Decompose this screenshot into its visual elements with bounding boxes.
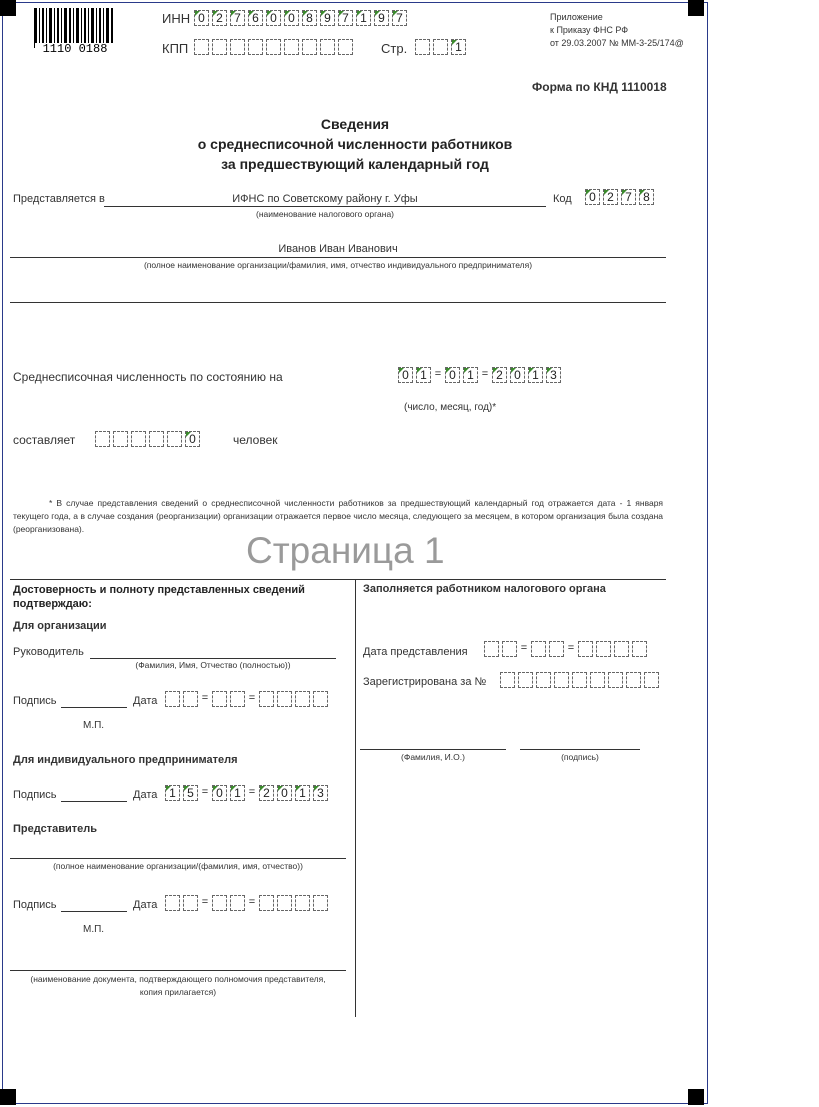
ip-date-cells[interactable] [165, 785, 331, 803]
digit-cell[interactable] [95, 431, 110, 447]
tax-authority-line [104, 206, 546, 207]
footnote: * В случае представления сведений о среднесписочной численности работников за предшествующий календарный год отражается дата - 1 января текущего года, а в случае создания (реорганизации) организации отражается первое число месяца, следующего за месяцем, в котором организация была создана (реорганизована). [13, 498, 663, 534]
digit-cell[interactable] [295, 691, 310, 707]
digit-cell[interactable] [183, 691, 198, 707]
digit-cell[interactable] [572, 672, 587, 688]
title-line-2: о среднесписочной численности работников [197, 136, 513, 152]
digit-cell[interactable] [320, 39, 335, 55]
rep-date-day[interactable] [165, 895, 201, 913]
title-line-1: Сведения [320, 116, 390, 132]
digit-cell[interactable] [230, 39, 245, 55]
digit-cell[interactable] [230, 691, 245, 707]
corner-marker-top-right [688, 0, 704, 16]
ip-date-year[interactable] [259, 785, 331, 803]
digit-cell[interactable]: 5 [183, 785, 198, 801]
doc-caption-line-2: копия прилагается) [139, 987, 217, 997]
inn-cells[interactable] [194, 10, 410, 28]
org-date-cells[interactable] [165, 691, 331, 709]
digit-cell[interactable]: 1 [230, 785, 245, 801]
tax-authority-name[interactable]: ИФНС по Советскому району г. Уфы [232, 193, 418, 205]
digit-cell[interactable]: 2 [259, 785, 274, 801]
digit-cell[interactable]: 9 [320, 10, 335, 26]
date-separator: = [248, 692, 256, 704]
digit-cell[interactable]: 0 [398, 367, 413, 383]
digit-cell[interactable] [259, 691, 274, 707]
right-heading: Заполняется работником налогового органа [363, 583, 606, 595]
digit-cell[interactable] [500, 672, 515, 688]
rep-caption: (полное наименование организации/(фамилия, имя, отчество)) [53, 861, 303, 871]
as-of-label: Среднесписочная численность по состоянию на [13, 370, 283, 384]
digit-cell[interactable] [596, 641, 611, 657]
digit-cell[interactable]: 7 [230, 10, 245, 26]
digit-cell[interactable] [484, 641, 499, 657]
org-name[interactable]: Иванов Иван Иванович [278, 243, 398, 255]
rep-date-cells[interactable] [165, 895, 331, 913]
digit-cell[interactable] [302, 39, 317, 55]
digit-cell[interactable] [259, 895, 274, 911]
ip-date-label: Дата [133, 789, 158, 801]
org-date-day[interactable] [165, 691, 201, 709]
page-watermark: Страница 1 [246, 530, 445, 571]
digit-cell[interactable]: 2 [212, 10, 227, 26]
confirm-line-1: Достоверность и полноту представленных сведений [13, 584, 305, 596]
appendix-note [550, 11, 684, 50]
digit-cell[interactable]: 0 [277, 785, 292, 801]
digit-cell[interactable] [113, 431, 128, 447]
digit-cell[interactable]: 7 [621, 189, 636, 205]
date-separator: = [567, 642, 575, 654]
confirm-line-2: подтверждаю: [13, 598, 92, 610]
digit-cell[interactable] [284, 39, 299, 55]
date-separator: = [434, 368, 442, 380]
doc-caption-line-1: (наименование документа, подтверждающего полномочия представителя, [30, 974, 326, 984]
rep-signature-line[interactable] [61, 911, 127, 912]
date-separator: = [248, 896, 256, 908]
ip-date-day[interactable] [165, 785, 201, 803]
digit-cell[interactable]: 8 [639, 189, 654, 205]
date-separator: = [520, 642, 528, 654]
officer-name-caption: (Фамилия, И.О.) [401, 752, 465, 762]
head-name-line[interactable] [90, 658, 336, 659]
doc-name-line[interactable] [10, 970, 346, 971]
digit-cell[interactable]: 1 [165, 785, 180, 801]
digit-cell[interactable] [338, 39, 353, 55]
digit-cell[interactable]: 8 [302, 10, 317, 26]
submission-date-cells[interactable] [484, 641, 650, 659]
unit-label: человек [233, 433, 278, 447]
date-separator: = [481, 368, 489, 380]
section-divider [10, 579, 666, 580]
digit-cell[interactable] [165, 691, 180, 707]
appendix-line-2: к Приказу ФНС РФ [550, 25, 629, 35]
digit-cell[interactable] [131, 431, 146, 447]
corner-marker-top-left [0, 0, 16, 16]
digit-cell[interactable] [531, 641, 546, 657]
org-name-line-2 [10, 302, 666, 303]
head-label: Руководитель [13, 646, 84, 658]
inn-label: ИНН [162, 11, 191, 26]
digit-cell[interactable] [313, 691, 328, 707]
date-separator: = [201, 786, 209, 798]
digit-cell[interactable]: 1 [356, 10, 371, 26]
digit-cell[interactable]: 6 [248, 10, 263, 26]
rep-date-month[interactable] [212, 895, 248, 913]
page-number-cells[interactable] [415, 39, 469, 57]
rep-signature-label: Подпись [13, 899, 57, 911]
digit-cell[interactable] [632, 641, 647, 657]
digit-cell[interactable]: 1 [528, 367, 543, 383]
digit-cell[interactable] [433, 39, 448, 55]
digit-cell[interactable] [518, 672, 533, 688]
digit-cell[interactable]: 0 [194, 10, 209, 26]
digit-cell[interactable]: 7 [338, 10, 353, 26]
officer-name-line[interactable] [360, 749, 506, 750]
rep-date-year[interactable] [259, 895, 331, 913]
date-caption: (число, месяц, год)* [404, 402, 497, 413]
digit-cell[interactable]: 0 [445, 367, 460, 383]
digit-cell[interactable]: 2 [492, 367, 507, 383]
digit-cell[interactable] [644, 672, 659, 688]
as-of-year[interactable] [492, 367, 564, 385]
digit-cell[interactable] [212, 39, 227, 55]
rep-name-line[interactable] [10, 858, 346, 859]
code-label: Код [553, 193, 572, 205]
org-date-year[interactable] [259, 691, 331, 709]
as-of-day[interactable] [398, 367, 434, 385]
corner-marker-bottom-left [0, 1089, 16, 1105]
signature-line[interactable] [61, 707, 127, 708]
corner-marker-bottom-right [688, 1089, 704, 1105]
digit-cell[interactable]: 0 [284, 10, 299, 26]
rep-date-label: Дата [133, 899, 158, 911]
digit-cell[interactable] [608, 672, 623, 688]
digit-cell[interactable]: 0 [212, 785, 227, 801]
digit-cell[interactable]: 1 [416, 367, 431, 383]
digit-cell[interactable]: 1 [451, 39, 466, 55]
digit-cell[interactable] [194, 39, 209, 55]
ip-signature-label: Подпись [13, 789, 57, 801]
officer-signature-line[interactable] [520, 749, 640, 750]
digit-cell[interactable] [212, 691, 227, 707]
section-vertical-divider [355, 579, 356, 1017]
digit-cell[interactable]: 7 [392, 10, 407, 26]
form-code: Форма по КНД 1110018 [532, 80, 667, 94]
digit-cell[interactable]: 0 [185, 431, 200, 447]
doc-caption [10, 973, 346, 999]
digit-cell[interactable]: 3 [546, 367, 561, 383]
digit-cell[interactable] [248, 39, 263, 55]
appendix-line-3: от 29.03.2007 № ММ-3-25/174@ [550, 38, 684, 48]
head-caption: (Фамилия, Имя, Отчество (полностью)) [135, 660, 291, 670]
digit-cell[interactable]: 2 [603, 189, 618, 205]
ip-signature-line[interactable] [61, 801, 127, 802]
digit-cell[interactable] [277, 895, 292, 911]
submission-date-year[interactable] [578, 641, 650, 659]
digit-cell[interactable] [277, 691, 292, 707]
kpp-label: КПП [162, 41, 189, 56]
submission-date-label: Дата представления [363, 646, 468, 658]
digit-cell[interactable] [313, 895, 328, 911]
digit-cell[interactable]: 9 [374, 10, 389, 26]
digit-cell[interactable] [149, 431, 164, 447]
rep-heading: Представитель [13, 823, 97, 835]
submission-date-day[interactable] [484, 641, 520, 659]
date-label: Дата [133, 695, 158, 707]
date-separator: = [201, 896, 209, 908]
digit-cell[interactable] [212, 895, 227, 911]
org-name-caption: (полное наименование организации/фамилия, имя, отчество индивидуального предпринимателя) [143, 260, 533, 270]
date-separator: = [248, 786, 256, 798]
digit-cell[interactable]: 0 [585, 189, 600, 205]
digit-cell[interactable] [502, 641, 517, 657]
ip-date-month[interactable] [212, 785, 248, 803]
digit-cell[interactable] [230, 895, 245, 911]
digit-cell[interactable]: 3 [313, 785, 328, 801]
digit-cell[interactable] [590, 672, 605, 688]
digit-cell[interactable] [626, 672, 641, 688]
ip-heading: Для индивидуального предпринимателя [13, 754, 238, 766]
digit-cell[interactable] [549, 641, 564, 657]
org-heading: Для организации [13, 620, 107, 632]
officer-signature-caption: (подпись) [561, 752, 599, 762]
rep-mp-label: М.П. [83, 924, 105, 935]
digit-cell[interactable]: 1 [463, 367, 478, 383]
as-of-date-cells[interactable] [398, 367, 564, 385]
digit-cell[interactable] [554, 672, 569, 688]
digit-cell[interactable] [536, 672, 551, 688]
title-line-3: за предшествующий календарный год [221, 156, 489, 172]
digit-cell[interactable] [167, 431, 182, 447]
amount-label: составляет [13, 433, 76, 447]
org-date-month[interactable] [212, 691, 248, 709]
org-name-line [10, 257, 666, 258]
headcount-cells[interactable] [95, 431, 203, 449]
date-separator: = [201, 692, 209, 704]
digit-cell[interactable]: 0 [266, 10, 281, 26]
digit-cell[interactable] [183, 895, 198, 911]
confirm-text [13, 583, 305, 611]
tax-authority-code-cells[interactable] [585, 189, 657, 207]
appendix-line-1: Приложение [550, 12, 603, 22]
presented-label: Представляется в [13, 193, 105, 205]
digit-cell[interactable] [614, 641, 629, 657]
submission-date-month[interactable] [531, 641, 567, 659]
signature-label: Подпись [13, 695, 57, 707]
mp-label: М.П. [83, 720, 105, 731]
as-of-month[interactable] [445, 367, 481, 385]
digit-cell[interactable] [266, 39, 281, 55]
digit-cell[interactable] [165, 895, 180, 911]
registered-label: Зарегистрирована за № [363, 676, 487, 688]
page-label: Стр. [381, 41, 408, 56]
digit-cell[interactable]: 0 [510, 367, 525, 383]
digit-cell[interactable] [578, 641, 593, 657]
barcode-number: 1110 0188 [35, 43, 115, 56]
digit-cell[interactable] [415, 39, 430, 55]
tax-authority-caption: (наименование налогового органа) [255, 209, 394, 219]
digit-cell[interactable] [295, 895, 310, 911]
kpp-cells[interactable] [194, 39, 356, 57]
digit-cell[interactable]: 1 [295, 785, 310, 801]
registration-number-cells[interactable] [500, 672, 662, 690]
